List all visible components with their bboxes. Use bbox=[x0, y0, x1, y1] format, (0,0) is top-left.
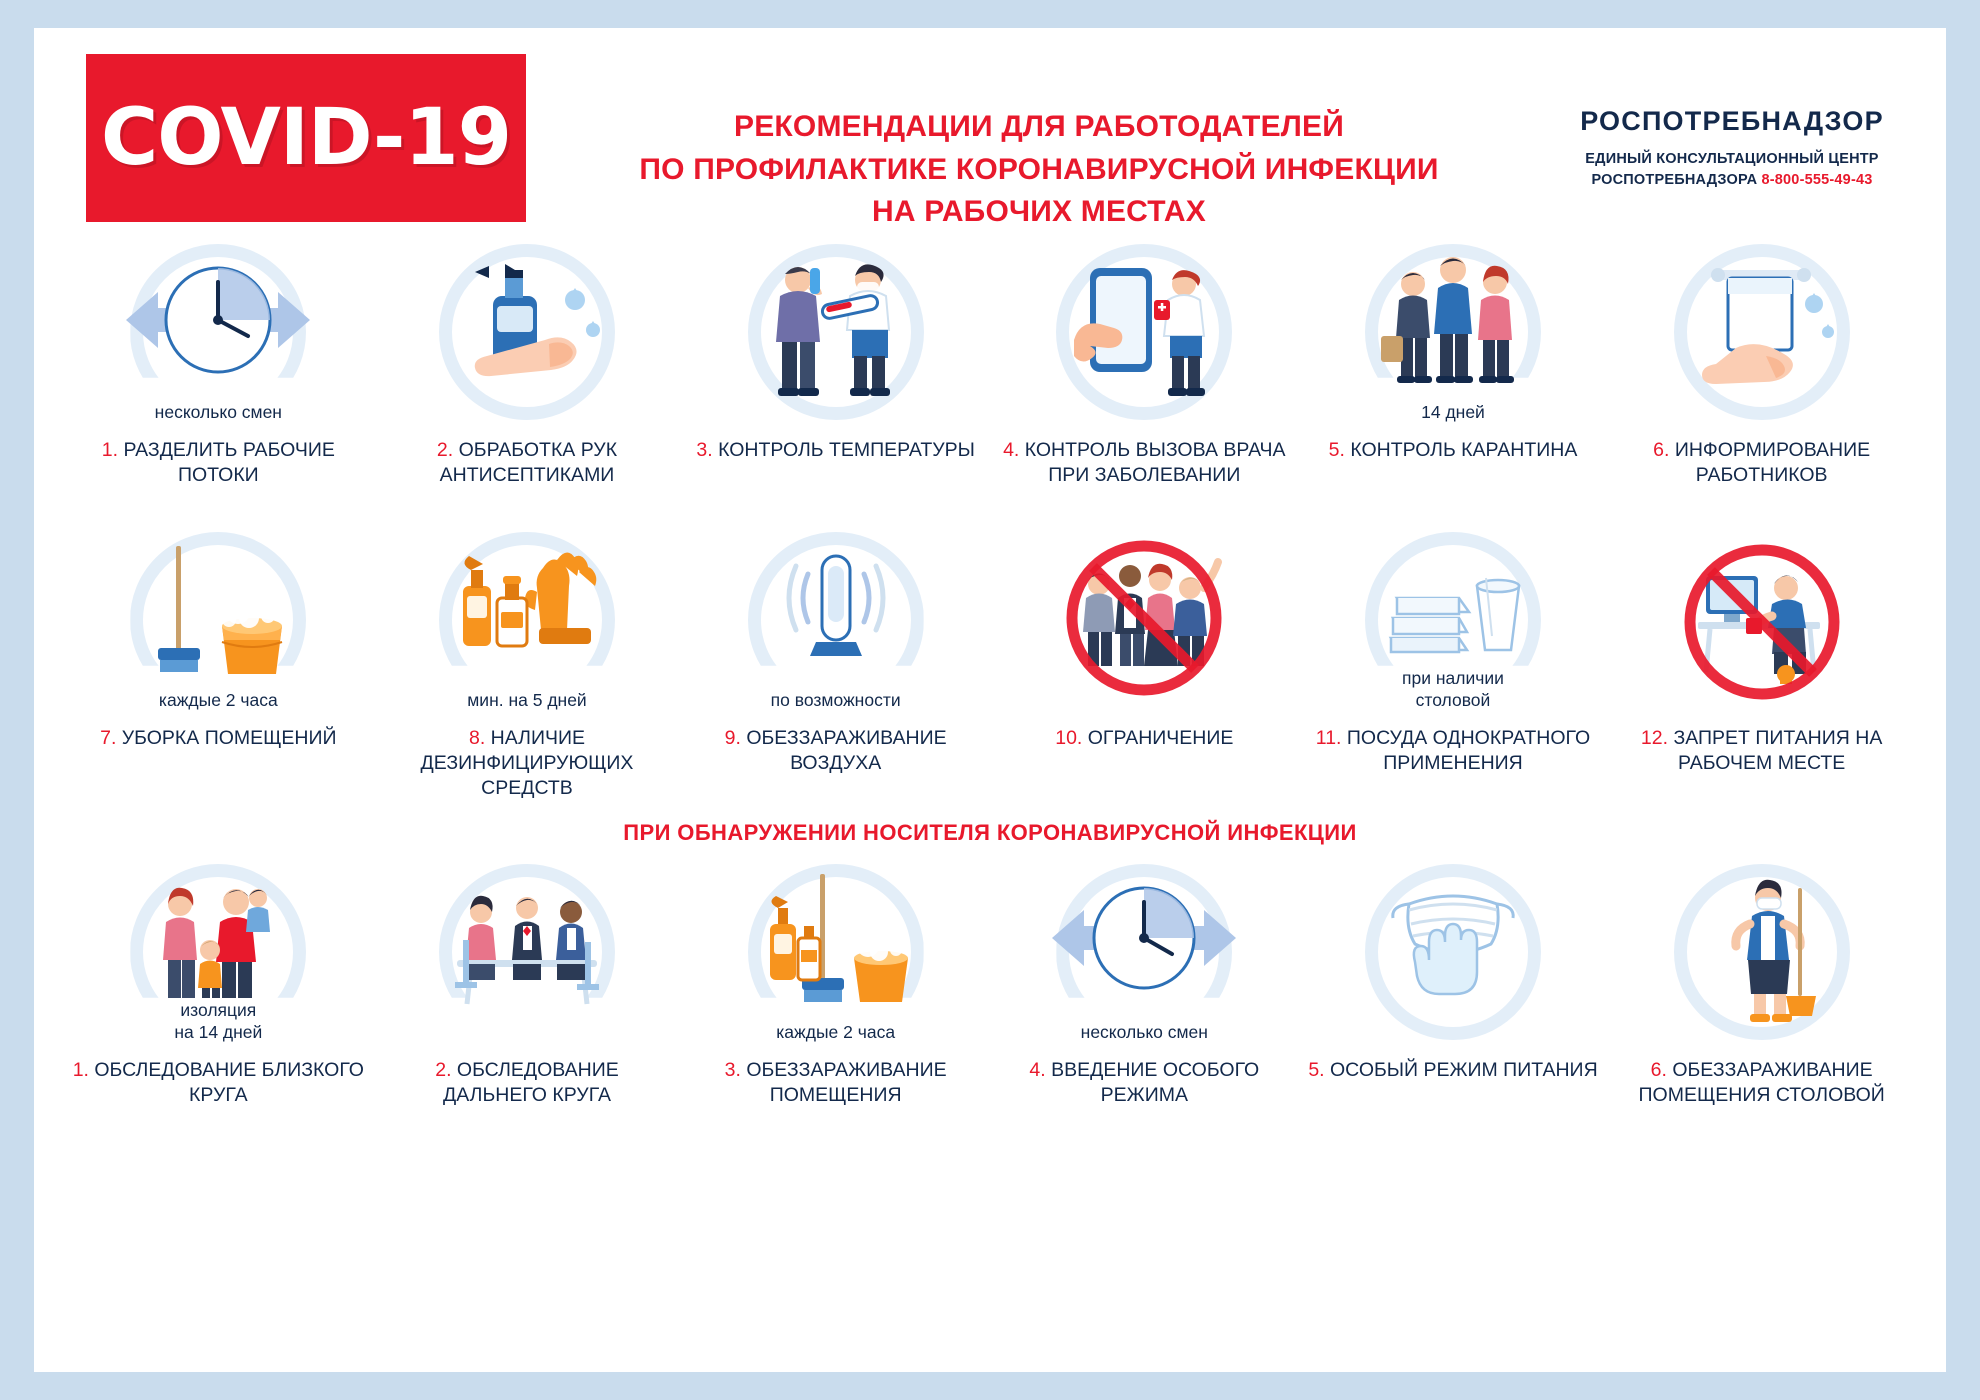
recommendation-card-9 bbox=[685, 522, 986, 810]
detection-label-6 bbox=[1611, 1058, 1912, 1118]
detection-number-4: 4. bbox=[1029, 1059, 1046, 1081]
recommendation-text-12: ЗАПРЕТ ПИТАНИЯ НА РАБОЧЕМ МЕСТЕ bbox=[1673, 727, 1883, 774]
recommendation-number-2: 2. bbox=[436, 439, 454, 461]
section-title: ПРИ ОБНАРУЖЕНИИ НОСИТЕЛЯ КОРОНАВИРУСНОЙ ИНФЕКЦИИ bbox=[623, 820, 1357, 845]
illustration-caption-5: 14 дней bbox=[1415, 400, 1491, 426]
clock-shifts-icon bbox=[1044, 864, 1244, 1040]
detection-label-1 bbox=[68, 1058, 369, 1118]
covid-logo-text: COVID-19 bbox=[101, 93, 511, 183]
meeting-icon bbox=[427, 864, 627, 1040]
recommendation-card-6 bbox=[1611, 234, 1912, 522]
detection-label-4 bbox=[994, 1058, 1295, 1118]
recommendation-label-8 bbox=[377, 726, 678, 810]
detection-label-2 bbox=[377, 1058, 678, 1118]
illustration-6 bbox=[1654, 234, 1870, 430]
recommendation-number-5: 5. bbox=[1328, 439, 1345, 461]
cleaner-woman-icon bbox=[1662, 864, 1862, 1040]
illustration-3 bbox=[728, 234, 944, 430]
recommendation-text-5: КОНТРОЛЬ КАРАНТИНА bbox=[1350, 439, 1578, 461]
illustration-9 bbox=[728, 522, 944, 718]
recommendation-number-7: 7. bbox=[100, 727, 117, 749]
recommendation-text-2: ОБРАБОТКА РУК АНТИСЕПТИКАМИ bbox=[439, 439, 618, 486]
consult-center-line: ЕДИНЫЙ КОНСУЛЬТАЦИОННЫЙ ЦЕНТР bbox=[1585, 151, 1879, 167]
detection-text-3: ОБЕЗЗАРАЖИВАНИЕ ПОМЕЩЕНИЯ bbox=[746, 1059, 947, 1106]
recommendation-card-8 bbox=[377, 522, 678, 810]
mop-bucket-icon bbox=[736, 864, 936, 1040]
detection-card-1 bbox=[68, 854, 369, 1118]
detection-number-1: 1. bbox=[72, 1059, 89, 1081]
illustration-12 bbox=[1654, 522, 1870, 718]
detection-text-4: ВВЕДЕНИЕ ОСОБОГО РЕЖИМА bbox=[1051, 1059, 1260, 1106]
detection-label-3 bbox=[685, 1058, 986, 1118]
hotline-phone: 8-800-555-49-43 bbox=[1761, 172, 1873, 189]
recommendation-card-4 bbox=[994, 234, 1295, 522]
recommendation-number-4: 4. bbox=[1003, 439, 1020, 461]
recommendation-number-6: 6. bbox=[1653, 439, 1670, 461]
recommendation-card-1 bbox=[68, 234, 369, 522]
illustration-b2 bbox=[419, 854, 635, 1050]
recommendation-label-2 bbox=[377, 438, 678, 522]
clock-shifts-icon bbox=[118, 244, 318, 420]
recommendation-number-11: 11. bbox=[1315, 727, 1342, 749]
detection-card-3 bbox=[685, 854, 986, 1118]
gloves-detergent-icon bbox=[427, 532, 627, 708]
detection-card-5 bbox=[1303, 854, 1604, 1118]
thermometer-check-icon bbox=[736, 244, 936, 420]
organization-name: РОСПОТРЕБНАДЗОР bbox=[1580, 106, 1884, 136]
detection-text-1: ОБСЛЕДОВАНИЕ БЛИЗКОГО КРУГА bbox=[94, 1059, 364, 1106]
recommendation-label-5 bbox=[1325, 438, 1582, 522]
illustration-b1 bbox=[110, 854, 326, 1050]
recommendation-text-11: ПОСУДА ОДНОКРАТНОГО ПРИМЕНЕНИЯ bbox=[1346, 727, 1591, 774]
recommendation-number-3: 3. bbox=[696, 439, 713, 461]
recommendation-label-9 bbox=[685, 726, 986, 810]
no-eating-desk-icon bbox=[1662, 532, 1862, 708]
illustration-caption-b4: несколько смен bbox=[1075, 1020, 1214, 1046]
recommendation-number-9: 9. bbox=[724, 727, 741, 749]
poster-header bbox=[68, 54, 1912, 234]
illustration-8 bbox=[419, 522, 635, 718]
illustration-caption-9: по возможности bbox=[765, 688, 907, 714]
illustration-7 bbox=[110, 522, 326, 718]
illustration-b4 bbox=[1036, 854, 1252, 1050]
covid-logo-box bbox=[86, 54, 526, 222]
recommendation-number-1: 1. bbox=[101, 439, 119, 461]
consult-center-line-2 bbox=[1552, 170, 1912, 191]
recommendation-card-7 bbox=[68, 522, 369, 810]
poster-sheet bbox=[34, 28, 1946, 1372]
detection-text-6: ОБЕЗЗАРАЖИВАНИЕ ПОМЕЩЕНИЯ СТОЛОВОЙ bbox=[1638, 1059, 1885, 1106]
page-title bbox=[526, 54, 1552, 234]
recommendation-card-3 bbox=[685, 234, 986, 522]
recommendation-card-12 bbox=[1611, 522, 1912, 810]
detection-card-4 bbox=[994, 854, 1295, 1118]
detection-text-2: ОБСЛЕДОВАНИЕ ДАЛЬНЕГО КРУГА bbox=[443, 1059, 619, 1106]
detection-number-3: 3. bbox=[724, 1059, 741, 1081]
illustration-caption-8: мин. на 5 дней bbox=[461, 688, 592, 714]
organization-block bbox=[1552, 54, 1912, 191]
recommendation-label-7 bbox=[96, 726, 340, 810]
recommendation-label-3 bbox=[692, 438, 978, 522]
illustration-11 bbox=[1345, 522, 1561, 718]
detection-text-5: ОСОБЫЙ РЕЖИМ ПИТАНИЯ bbox=[1330, 1059, 1598, 1081]
recommendation-text-4: КОНТРОЛЬ ВЫЗОВА ВРАЧА ПРИ ЗАБОЛЕВАНИИ bbox=[1024, 439, 1286, 486]
recommendation-label-6 bbox=[1611, 438, 1912, 522]
mop-bucket-icon bbox=[118, 532, 318, 708]
organization-contact bbox=[1552, 149, 1912, 191]
detection-number-5: 5. bbox=[1308, 1059, 1325, 1081]
recommendation-text-1: РАЗДЕЛИТЬ РАБОЧИЕ ПОТОКИ bbox=[123, 439, 335, 486]
detection-grid bbox=[68, 854, 1912, 1118]
recommendation-text-6: ИНФОРМИРОВАНИЕ РАБОТНИКОВ bbox=[1674, 439, 1871, 486]
detection-number-2: 2. bbox=[435, 1059, 452, 1081]
recommendation-label-1 bbox=[68, 438, 369, 522]
illustration-caption-7: каждые 2 часа bbox=[153, 688, 284, 714]
illustration-5 bbox=[1345, 234, 1561, 430]
detection-number-6: 6. bbox=[1650, 1059, 1667, 1081]
call-doctor-icon bbox=[1044, 244, 1244, 420]
illustration-b6 bbox=[1654, 854, 1870, 1050]
recommendation-label-11 bbox=[1303, 726, 1604, 810]
recommendation-number-12: 12. bbox=[1640, 727, 1669, 749]
recommendation-label-4 bbox=[994, 438, 1295, 522]
mask-gloves-icon bbox=[1353, 864, 1553, 1040]
organization-sub-name: РОСПОТРЕБНАДЗОРА bbox=[1591, 172, 1758, 189]
no-gathering-icon bbox=[1044, 532, 1244, 708]
towel-hand-icon bbox=[1662, 244, 1862, 420]
illustration-caption-b3: каждые 2 часа bbox=[770, 1020, 901, 1046]
detection-card-6 bbox=[1611, 854, 1912, 1118]
title-line-2: ПО ПРОФИЛАКТИКЕ КОРОНАВИРУСНОЙ ИНФЕКЦИИ bbox=[639, 152, 1439, 186]
illustration-caption-1: несколько смен bbox=[149, 400, 288, 426]
illustration-10 bbox=[1036, 522, 1252, 718]
recommendation-text-3: КОНТРОЛЬ ТЕМПЕРАТУРЫ bbox=[718, 439, 975, 461]
illustration-b5 bbox=[1345, 854, 1561, 1050]
sanitizer-hand-icon bbox=[427, 244, 627, 420]
illustration-b3 bbox=[728, 854, 944, 1050]
illustration-4 bbox=[1036, 234, 1252, 430]
recommendation-card-2 bbox=[377, 234, 678, 522]
recommendation-text-9: ОБЕЗЗАРАЖИВАНИЕ ВОЗДУХА bbox=[746, 727, 947, 774]
title-line-1: РЕКОМЕНДАЦИИ ДЛЯ РАБОТОДАТЕЛЕЙ bbox=[733, 110, 1344, 143]
recommendation-text-8: НАЛИЧИЕ ДЕЗИНФИЦИРУЮЩИХ СРЕДСТВ bbox=[420, 727, 634, 799]
air-purifier-icon bbox=[736, 532, 936, 708]
detection-card-2 bbox=[377, 854, 678, 1118]
recommendation-card-11 bbox=[1303, 522, 1604, 810]
quarantine-people-icon bbox=[1353, 244, 1553, 420]
illustration-caption-b1: изоляция на 14 дней bbox=[168, 998, 268, 1046]
recommendation-label-12 bbox=[1611, 726, 1912, 810]
recommendation-label-10 bbox=[1051, 726, 1237, 810]
recommendation-text-7: УБОРКА ПОМЕЩЕНИЙ bbox=[121, 727, 337, 749]
title-line-3: НА РАБОЧИХ МЕСТАХ bbox=[871, 195, 1206, 229]
recommendation-number-10: 10. bbox=[1055, 727, 1083, 749]
illustration-1 bbox=[110, 234, 326, 430]
recommendation-text-10: ОГРАНИЧЕНИЕ bbox=[1087, 727, 1234, 749]
recommendation-number-8: 8. bbox=[468, 727, 486, 749]
recommendations-grid-row2 bbox=[68, 522, 1912, 810]
recommendation-card-10 bbox=[994, 522, 1295, 810]
illustration-2 bbox=[419, 234, 635, 430]
detection-label-5 bbox=[1304, 1058, 1601, 1118]
recommendations-grid-row1 bbox=[68, 234, 1912, 522]
recommendation-card-5 bbox=[1303, 234, 1604, 522]
illustration-caption-11: при наличии столовой bbox=[1396, 666, 1510, 714]
